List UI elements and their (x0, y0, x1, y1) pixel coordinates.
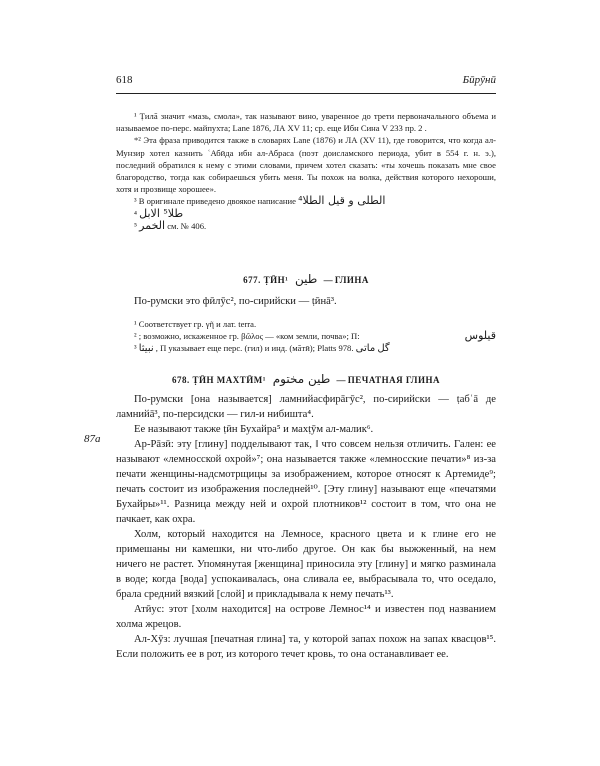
page-header (116, 74, 496, 90)
paragraph: Атӣус: этот [холм находится] на острове Лемнос¹⁴ и известен под названием холма жрецов. (116, 604, 496, 630)
page-number: 618 (116, 74, 133, 86)
footnote-4: ⁴ طلا⁵ الابل (134, 206, 184, 220)
footnote-677-2: ² ; возможно, искаженное гр. βῶλος — «ком земли, почва»; П: قيلوس (134, 329, 496, 343)
paragraph: По-румски [она называется] ламнийасфирāгӯс², по-сирийски — ṭабʿā де ламнийā³, по-персидски — гил-и нибишта⁴. (116, 394, 496, 420)
paragraph: Ар-Рāзӣ: эту [глину] подделывают так, ‖ что совсем нельзя отличить. Гален: ее называют «лемносской охрой»⁷; она называется также «лемносские печати»⁸ из-за печати женщины-надсмотрщицы за изображением, которое относят к Артемиде⁹; печать состоит из изображения последней¹⁰. [Эту глину] называют еще «печатями Бухайры»¹¹. Разница между ней и охрой плотников¹² состоит в том, что она не пачкает, как охра. (116, 439, 496, 525)
paragraph: Ал-Хӯз: лучшая [печатная глина] та, у которой запах похож на запах квасцов¹⁵. Если положить ее в рот, из которого течет кровь, то она останавливает ее. (116, 634, 496, 660)
running-title: Бӣрӯнӣ (462, 74, 496, 86)
arabic-fn5: الخمر (139, 218, 166, 232)
footnote-2: *² Эта фраза приводится также в словарях Lane (1876) и ЛА (XV 11), где говорится, что когда ал-Мунзир хотел казнить ʿАбӣда ибн ал-Абраса (поэт доисламского периода, убит в 554 г. н. э.), последний обратился к нему с этими словами, причем хотел сказать: «ты хочешь показать мне свое благородство, тогда как собираешься убить меня. Ты похож на волка, действия которого нехороши, хотя и прозвище хорошее». (116, 135, 496, 195)
footnote-3: ³ В оригинале приведено двоякое написание الطلى و قيل الطلا⁴ (134, 194, 386, 208)
header-rule (116, 93, 496, 94)
entry-677-text: По-румски это фӣлӯс², по-сирийски — ṭӣнā³. (134, 296, 337, 307)
footnote-5: الخمر ⁵ см. № 406. (134, 218, 207, 232)
footnote-1: ¹ Ṭилā значит «мазь, смола», так называют вино, уваренное до трети первоначального объема и называемое по-перс. майпухта; Lane 1876, ЛА XV 11; ср. еще Ибн Сина V 233 пр. 2 . (116, 111, 496, 134)
paragraph: Ее называют также ṭӣн Бухайра⁵ и махṭӯм ал-малик⁶. (134, 424, 374, 435)
folio-marker: 87a (84, 433, 101, 445)
arabic-fn3: الطلى و قيل الطلا⁴ (298, 194, 386, 208)
footnote-677-1: ¹ Соответствует гр. γῆ и лат. terra. (134, 319, 257, 329)
arabic-fn4: طلا⁵ الابل (139, 206, 184, 220)
entry-677-footnotes (116, 318, 496, 356)
entry-678-text (116, 392, 496, 662)
entry-678-title: 678. ṬӢН МАХТӢМ¹ طين مختوم — ПЕЧАТНАЯ ГЛИНА (172, 372, 440, 386)
footnote-677-3: نبيثا ³ , П указывает еще перс. (гил) и инд. (мāтӣ); Platts 978. گل ماتى (134, 343, 390, 355)
footnotes-top (116, 110, 496, 232)
entry-677-title: 677. ṬӢН¹ طين — ГЛИНА (243, 272, 369, 286)
paragraph: Холм, который находится на Лемносе, красного цвета и к глине его не примешаны ни камешки, ни что-либо другое. Он как бы выжженный, на нем ничего не растет. Упомянутая [женщина] приносила эту [глину] и мягко разминала в воде; когда [вода] успокаивалась, она сливала ее, выбрасывала то, что оседало, брала средний вязкий [слой] и прикладывала к нему печать¹³. (116, 529, 496, 600)
